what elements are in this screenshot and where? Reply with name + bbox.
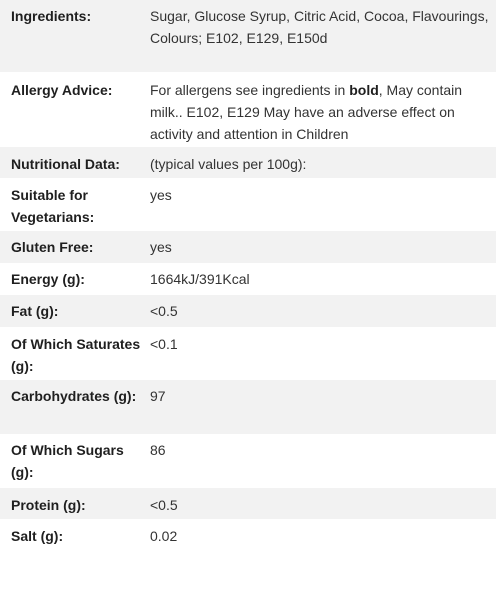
spec-value: <0.5 [150,488,496,519]
spec-label: Allergy Advice: [11,82,113,98]
spec-value: yes [150,187,172,203]
spec-row-gluten-free [0,231,496,263]
spec-label: Carbohydrates (g): [0,380,150,434]
spec-value: 1664kJ/391Kcal [150,271,250,287]
allergy-text-before: For allergens see ingredients in [150,82,350,98]
spec-label: Protein (g): [0,488,150,519]
spec-label: Fat (g): [0,295,150,327]
spec-label: Energy (g): [11,271,85,287]
spec-label: Ingredients: [0,0,150,72]
spec-row-allergy-advice [0,72,496,147]
spec-row-nutritional-data [0,147,496,178]
spec-value: 86 [150,442,166,458]
spec-row-salt [0,519,496,547]
spec-row-suitable-for-vegetarians [0,178,496,231]
spec-label: Of Which Saturates (g): [11,336,141,374]
spec-value: yes [150,231,496,263]
spec-label: Suitable for Vegetarians: [11,187,95,225]
spec-row-ingredients [0,0,496,72]
spec-row-protein [0,488,496,519]
spec-value: 0.02 [150,528,178,544]
spec-label: Of Which Sugars (g): [11,442,124,480]
spec-label: Salt (g): [11,528,64,544]
spec-label: Nutritional Data: [0,147,150,178]
spec-value [150,72,496,147]
spec-value: (typical values per 100g): [150,147,496,178]
spec-value: 97 [150,380,496,434]
spec-value: Sugar, Glucose Syrup, Citric Acid, Cocoa, Flavourings, Colours; E102, E129, E150d [150,0,496,72]
spec-row-carbohydrates [0,380,496,434]
spec-value: <0.1 [150,336,178,352]
spec-value: <0.5 [150,295,496,327]
allergy-text-after: , May contain milk.. E102, E129 May have an adverse effect on activity and attention in Children [150,82,463,142]
spec-row-fat [0,295,496,327]
spec-row-of-which-saturates [0,327,496,380]
spec-label: Gluten Free: [0,231,150,263]
allergy-bold-word: bold [349,82,379,98]
spec-row-of-which-sugars [0,434,496,488]
spec-row-energy [0,263,496,295]
